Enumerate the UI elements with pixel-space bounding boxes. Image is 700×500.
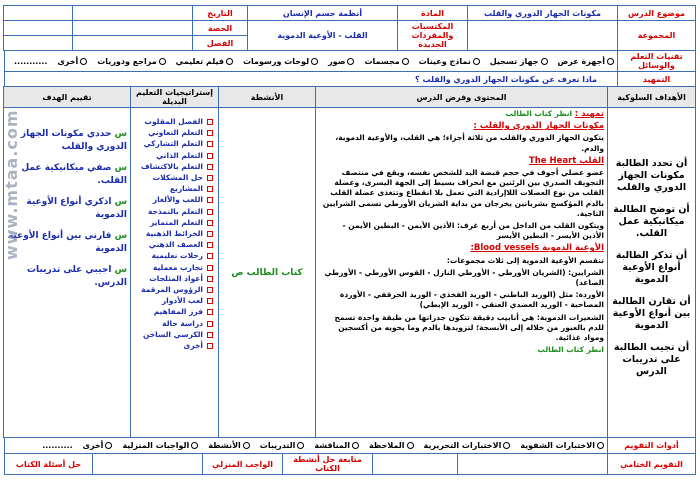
- checkbox-icon: [207, 298, 213, 304]
- question-text: اذكري أنواع الأوعية الدموية: [26, 197, 127, 220]
- strategy-item[interactable]: [134, 194, 215, 205]
- question-prefix: س: [111, 129, 127, 139]
- question-prefix: س: [111, 265, 127, 275]
- evaluation-option-label: التدريبات: [259, 441, 296, 450]
- checkbox-icon: [207, 287, 213, 293]
- tool-option[interactable]: [414, 57, 480, 66]
- evaluation-option[interactable]: [419, 441, 511, 450]
- arteries-text: الشرايين: (الشريان الأورطي - الأورطي النازل - القوس الأورطي - الأورطي الصاعد): [324, 267, 604, 288]
- col-strategies: إستراتيجيات التعليم البديلة: [131, 87, 219, 108]
- evaluation-option-label: الاختبارات الشفوية: [520, 441, 595, 450]
- subject-label: موضوع الدرس: [618, 6, 696, 21]
- strategy-item[interactable]: [134, 138, 215, 149]
- radio-circle-icon: [503, 442, 510, 449]
- tool-option-label: جهاز تسجيل: [489, 56, 539, 66]
- intro-question: ماذا تعرف عن مكونات الجهاز الدوري والقلب ؟: [5, 72, 618, 87]
- radio-circle-icon: [541, 58, 548, 65]
- strategy-item[interactable]: [134, 239, 215, 250]
- strategy-item[interactable]: [134, 172, 215, 183]
- strategy-item[interactable]: [134, 250, 215, 261]
- radio-circle-icon: [473, 58, 480, 65]
- checkbox-icon: [207, 141, 213, 147]
- strategy-label: رحلات تعليمية: [151, 251, 203, 261]
- tool-option-label: صور: [328, 56, 346, 66]
- col-activities: الأنشطة: [219, 87, 316, 108]
- tool-option-label: أخرى: [57, 56, 79, 66]
- tools-table: [4, 50, 696, 87]
- tool-option-label: لوحات ورسومات: [243, 56, 310, 66]
- strategy-item[interactable]: [134, 217, 215, 228]
- assessment-question: [7, 264, 127, 290]
- evaluation-option[interactable]: [117, 441, 198, 450]
- tool-option[interactable]: [52, 57, 87, 66]
- activities-cell: [219, 108, 316, 438]
- objective-item: أن تقارن الطالبة بين أنواع الأوعية الدموية: [612, 296, 691, 331]
- homework-label: الواجب المنزلي: [203, 454, 283, 475]
- strategy-label: أعواد المثلجات: [149, 273, 203, 283]
- strategy-item[interactable]: [134, 183, 215, 194]
- strategy-label: التعلم بالاكتشاف: [140, 161, 203, 171]
- col-assessment: تقييم الهدف: [4, 87, 131, 108]
- question-prefix: س: [111, 163, 127, 173]
- question-text: اجيبي على تدريبات الدرس.: [26, 265, 127, 288]
- intro-label: التمهيد: [618, 72, 696, 87]
- tool-option[interactable]: [553, 57, 614, 66]
- evaluation-option-label: الأنشطة: [208, 441, 241, 450]
- content-cell: [316, 108, 608, 438]
- objectives-cell: [608, 108, 696, 438]
- strategy-label: حل المشكلات: [152, 173, 203, 183]
- objective-item: أن تذكر الطالبة أنواع الأوعية الدموية: [615, 250, 688, 285]
- intro-note: انظر كتاب الطالب: [505, 109, 573, 118]
- checkbox-icon: [207, 130, 213, 136]
- strategy-label: الفصل المقلوب: [144, 117, 203, 126]
- closing-blank-1: [458, 454, 608, 475]
- checkbox-icon: [207, 209, 213, 215]
- checkbox-icon: [207, 253, 213, 259]
- activities-follow: متابعة حل أنشطة الكتاب: [283, 454, 373, 475]
- tool-option[interactable]: [485, 57, 548, 66]
- date-value: [73, 6, 193, 21]
- lesson-plan: [4, 5, 696, 495]
- group-label: المجموعة: [618, 21, 696, 51]
- checkbox-icon: [207, 231, 213, 237]
- heart-text: عضو عضلي أجوف في حجم قبضة اليد للشخص نفسه، ويقع في منتصف التجويف الصدري بين الرئتين مع انحراف بسيط إلى الجهة اليسرى، وعضلة القلب من نوع العضلات اللاإرادية التي تعمل بلا انقطاع وتتغذى عضلة القلب بالدم المؤكسج بشريانين يخرجان من بداية الشريان الأورطي تسمى الشرايين التاجية.: [322, 168, 604, 218]
- watermark-text: www.mtaa.com: [2, 109, 21, 260]
- strategy-label: الكرسي الساخن: [143, 329, 203, 339]
- strategy-item[interactable]: [134, 262, 215, 273]
- radio-circle-icon: [347, 58, 354, 65]
- tools-list: [5, 51, 618, 72]
- checkbox-icon: [207, 175, 213, 181]
- radio-circle-icon: [243, 442, 250, 449]
- tool-option[interactable]: [323, 57, 354, 66]
- question-prefix: س: [111, 231, 127, 241]
- strategy-label: تجارب معملية: [152, 262, 203, 272]
- subject-value: مكونات الجهاز الدوري والقلب: [468, 6, 618, 21]
- date-extra: [4, 6, 73, 21]
- radio-circle-icon: [311, 58, 318, 65]
- objective-item: أن توضح الطالبة ميكانيكية عمل القلب.: [613, 204, 690, 239]
- evaluation-option-label: الملاحظة: [368, 441, 405, 450]
- checkbox-icon: [207, 309, 213, 315]
- period-label: الحصة: [193, 21, 248, 36]
- tool-option-label: نماذج وعينات: [418, 56, 471, 66]
- radio-circle-icon: [607, 58, 614, 65]
- main-table: [3, 86, 696, 438]
- closing-label: التقويم الختامي: [608, 454, 696, 475]
- evaluation-option[interactable]: [364, 441, 414, 450]
- evaluation-list: [5, 438, 608, 454]
- components-text: يتكون الجهاز الدوري والقلب من ثلاثة أجزاء؛ هي القلب، والأوعية الدموية، والدم.: [335, 133, 604, 153]
- evaluation-option-label: المناقشة: [314, 441, 350, 450]
- strategy-item[interactable]: [134, 206, 215, 217]
- radio-circle-icon: [226, 58, 233, 65]
- evaluation-option[interactable]: [515, 441, 604, 450]
- tool-option-label: مجسمات: [364, 56, 400, 66]
- question-text: صفي ميكانيكية عمل القلب.: [21, 163, 127, 186]
- heart-text-2: ويتكون القلب من الداخل من أربع غرف: الأذين الأيمن - البطين الأيمن - الأذين الأيسر - البطين الأيسر: [342, 221, 604, 241]
- strategy-label: أخرى: [183, 341, 203, 351]
- book-questions: حل أسئلة الكتاب: [5, 454, 93, 475]
- intro-head: تمهيد :: [574, 109, 604, 119]
- objective-item: أن تجيب الطالبة على تدريبات الدرس: [613, 342, 690, 377]
- tool-option[interactable]: [359, 57, 408, 66]
- strategy-label: التعلم التعاوني: [148, 128, 203, 138]
- strategy-label: التعلم بالنمذجة: [147, 206, 203, 216]
- strategy-item[interactable]: [134, 306, 215, 317]
- strategy-item[interactable]: [134, 295, 215, 306]
- strategy-label: اللعب والألغاز: [152, 195, 203, 205]
- evaluation-option[interactable]: [203, 441, 250, 450]
- strategy-label: فرز المفاهيم: [153, 307, 203, 317]
- radio-circle-icon: [191, 442, 198, 449]
- strategy-label: الرؤوس المرقمة: [141, 285, 203, 295]
- checkbox-icon: [207, 220, 213, 226]
- concepts-value: القلب - الأوعية الدموية: [248, 21, 398, 51]
- class-value: [73, 36, 193, 51]
- strategy-item[interactable]: [134, 273, 215, 284]
- tool-option-label: أجهزة عرض: [557, 56, 605, 66]
- vessels-head: الأوعية الدموية Blood vessels:: [470, 243, 604, 254]
- tool-option-label: مراجع ودوريات: [97, 56, 157, 66]
- strategy-label: لعب الأدوار: [161, 296, 203, 306]
- radio-circle-icon: [297, 442, 304, 449]
- strategy-item[interactable]: [134, 318, 215, 329]
- checkbox-icon: [207, 276, 213, 282]
- checkbox-icon: [207, 242, 213, 248]
- tool-option[interactable]: [238, 57, 318, 66]
- strategy-label: التعلم المتمايز: [149, 217, 203, 227]
- strategies-cell: [131, 108, 219, 438]
- radio-circle-icon: [402, 58, 409, 65]
- strategy-label: التعلم التشاركي: [143, 139, 203, 149]
- evaluation-option[interactable]: [78, 441, 113, 450]
- question-text: حددي مكونات الجهاز الدوري والقلب: [20, 129, 127, 152]
- course-value: أنظمة جسم الإنسان: [248, 6, 398, 21]
- evaluation-option-label: الواجبات المنزلية: [122, 441, 190, 450]
- strategy-item[interactable]: [134, 340, 215, 351]
- components-head: مكونات الجهاز الدوري والقلب :: [473, 121, 604, 132]
- strategy-item[interactable]: [134, 127, 215, 138]
- evaluation-option-label: الاختبارات التحريرية: [423, 441, 502, 450]
- closing-blank-3: [93, 454, 203, 475]
- closing-table: [4, 453, 696, 475]
- veins-text: الأوردة: مثل (الوريد الباطني - الوريد الفخذي - الوريد الحرقفي - الأوردة المصاحبة - الوريد العضدي العنقي - الوريد الإبطي): [339, 290, 604, 310]
- checkbox-icon: [207, 153, 213, 159]
- end-note: انظر كتاب الطالب: [537, 345, 604, 355]
- checkbox-icon: [207, 332, 213, 338]
- evaluation-trailing-dots: ..........: [42, 441, 73, 450]
- strategy-label: التعلم الذاتي: [156, 150, 203, 160]
- heart-head: القلب The Heart: [528, 155, 604, 166]
- radio-circle-icon: [597, 442, 604, 449]
- tools-label: تقنيات التعلم والوسائل: [618, 51, 696, 72]
- radio-circle-icon: [407, 442, 414, 449]
- checkbox-icon: [207, 321, 213, 327]
- tool-trailing-dots: ...........: [14, 56, 48, 66]
- group-value: [468, 21, 618, 51]
- evaluation-option[interactable]: [255, 441, 305, 450]
- checkbox-icon: [207, 197, 213, 203]
- header-table: [3, 5, 696, 51]
- tool-option-label: فيلم تعليمي: [175, 56, 224, 66]
- checkbox-icon: [207, 186, 213, 192]
- class-label: الفصل: [193, 36, 248, 51]
- radio-circle-icon: [159, 58, 166, 65]
- question-text: قارني بين أنواع الأوعية الدموية: [7, 231, 127, 254]
- course-label: المادة: [398, 6, 468, 21]
- strategy-label: العصف الذهني: [148, 240, 203, 250]
- strategy-item[interactable]: [134, 284, 215, 295]
- evaluation-option-label: أخرى: [82, 441, 104, 450]
- checkbox-icon: [207, 164, 213, 170]
- evaluation-label: أدوات التقويم: [608, 438, 696, 454]
- strategy-item[interactable]: [134, 228, 215, 239]
- strategy-label: الخرائط الذهنية: [145, 229, 203, 239]
- evaluation-option[interactable]: [309, 441, 359, 450]
- tool-option[interactable]: [92, 57, 165, 66]
- concepts-label: المكتسبات والمفردات الجديدة: [398, 21, 468, 51]
- strategy-label: دراسة حالة: [162, 318, 203, 328]
- tool-option[interactable]: [171, 57, 233, 66]
- radio-circle-icon: [352, 442, 359, 449]
- capillaries-text: الشعيرات الدموية: هي أنابيب دقيقة تتكون جدرانها من طبقة واحدة تسمح للدم بالعبور من خلاله إلى الأنسجة؛ لتزويدها بالدم وما يحويه من أكسجين ومواد غذائية.: [334, 312, 604, 343]
- vessels-text: تنقسم الأوعية الدموية إلى ثلاث مجموعات:: [446, 255, 604, 265]
- checkbox-icon: [207, 119, 213, 125]
- strategy-item[interactable]: [134, 116, 215, 127]
- strategy-item[interactable]: [134, 161, 215, 172]
- checkbox-icon: [207, 343, 213, 349]
- radio-circle-icon: [80, 58, 87, 65]
- checkbox-icon: [207, 265, 213, 271]
- evaluation-table: [4, 437, 696, 454]
- objective-item: أن تحدد الطالبة مكونات الجهاز الدوري والقلب: [615, 158, 688, 193]
- radio-circle-icon: [105, 442, 112, 449]
- strategy-item[interactable]: [134, 329, 215, 340]
- col-objectives: الأهداف السلوكية: [608, 87, 696, 108]
- date-label: التاريخ: [193, 6, 248, 21]
- question-prefix: س: [111, 197, 127, 207]
- activities-text: كتاب الطالب ص: [231, 267, 303, 278]
- strategy-item[interactable]: [134, 150, 215, 161]
- col-content: المحتوى وفرض الدرس: [316, 87, 608, 108]
- strategy-label: المشاريع: [169, 184, 203, 194]
- period-value: [73, 21, 193, 36]
- closing-blank-2: [373, 454, 458, 475]
